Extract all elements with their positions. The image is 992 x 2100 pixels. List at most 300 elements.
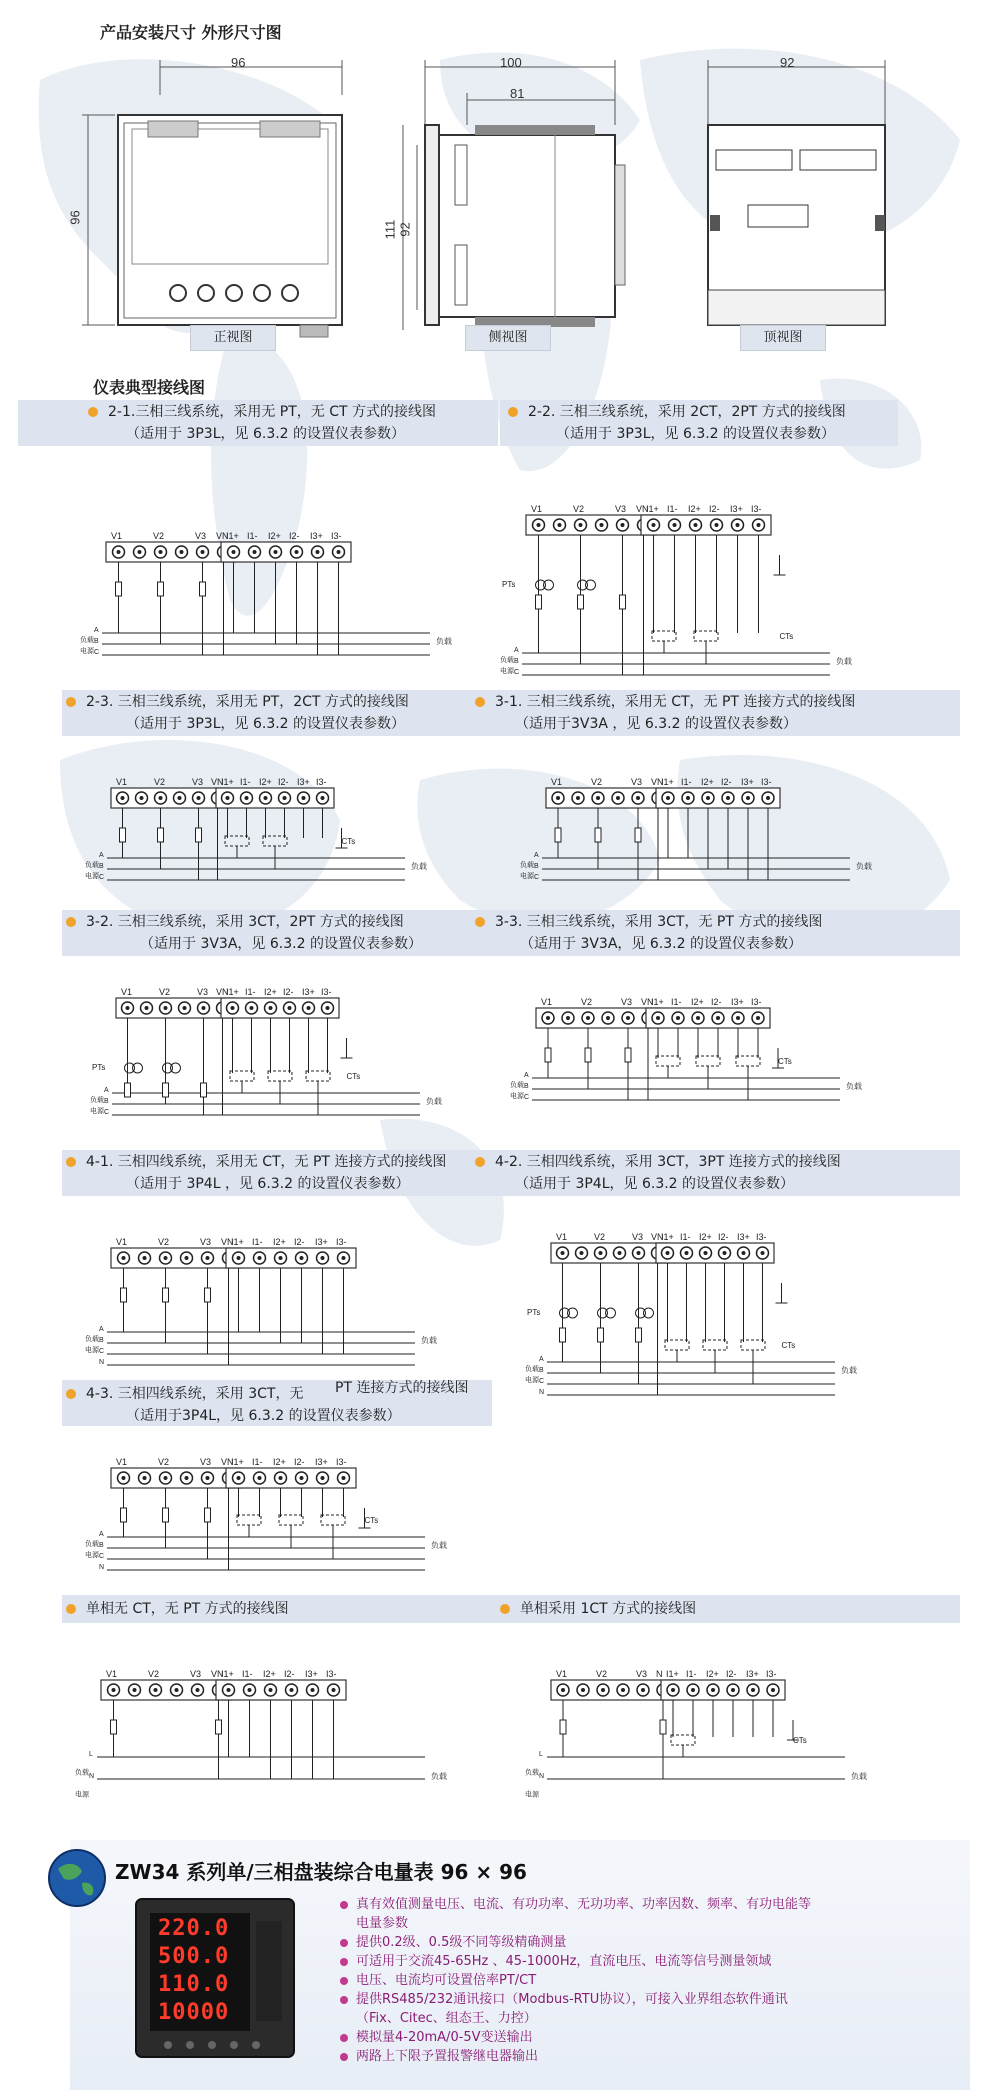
terminal-screw-icon — [696, 1016, 700, 1020]
terminal-screw-icon — [561, 1251, 565, 1255]
terminal-label: I2- — [294, 1237, 305, 1247]
wiring-diagram-4-3 — [85, 1450, 475, 1585]
terminal-label: I2- — [294, 1457, 305, 1467]
terminal-label: I2- — [711, 997, 722, 1007]
terminal-label: VN — [641, 997, 654, 1007]
terminal-label: A — [534, 852, 539, 859]
terminal-label: I3+ — [315, 1237, 328, 1247]
load-label: 负载 — [846, 1082, 862, 1091]
terminal-block — [221, 542, 351, 562]
product-feature: 两路上下限予置报警继电器输出 — [340, 2048, 538, 2066]
terminal-screw-icon — [637, 1251, 641, 1255]
terminal-label: B — [99, 1542, 104, 1549]
terminal-label: I1- — [247, 531, 258, 541]
terminal-label: V2 — [148, 1669, 160, 1679]
terminal-label: B — [539, 1367, 544, 1374]
wiring-diagram-3-1 — [520, 770, 900, 895]
terminal-screw-icon — [202, 1006, 206, 1010]
terminal-screw-icon — [164, 1476, 168, 1480]
wiring-diagram-single-1 — [75, 1660, 475, 1805]
terminal-screw-icon — [342, 1256, 346, 1260]
terminal-screw-icon — [140, 796, 144, 800]
fuse-icon — [120, 828, 126, 842]
feature-bullet-icon — [340, 1977, 348, 1985]
terminal-screw-icon — [556, 796, 560, 800]
terminal-label: I1+ — [646, 504, 659, 514]
terminal-screw-icon — [606, 1016, 610, 1020]
terminal-label: V1 — [121, 987, 133, 997]
terminal-screw-icon — [133, 1688, 137, 1692]
ct-transformer-icon — [694, 631, 718, 641]
fuse-icon — [121, 1508, 127, 1522]
terminal-label: I1+ — [226, 987, 239, 997]
terminal-screw-icon — [342, 1476, 346, 1480]
caption-4-1-note: （适用于 3P4L ，见 6.3.2 的设置仪表参数） — [126, 1176, 410, 1192]
terminal-label: I1- — [686, 1669, 697, 1679]
source-label: 电源 — [500, 667, 514, 675]
terminal-label: C — [539, 1378, 545, 1385]
fuse-icon — [116, 582, 122, 596]
load-label: 负载 — [510, 1081, 524, 1089]
terminal-label: V1 — [556, 1669, 568, 1679]
caption-3-3: 3-3. 三相三线系统，采用 3CT，无 PT 方式的接线图 — [475, 912, 822, 932]
terminal-block — [526, 515, 656, 535]
product-feature: 电压、电流均可设置倍率PT/CT — [340, 1972, 536, 1990]
terminal-screw-icon — [580, 1251, 584, 1255]
load-label: 负载 — [431, 1541, 447, 1550]
terminal-screw-icon — [245, 796, 249, 800]
terminal-label: I1+ — [651, 997, 664, 1007]
pts-label: PTs — [92, 1063, 106, 1072]
terminal-label: V2 — [591, 777, 603, 787]
fuse-icon — [595, 828, 601, 842]
terminal-screw-icon — [626, 1016, 630, 1020]
terminal-screw-icon — [716, 1016, 720, 1020]
ct-transformer-icon — [665, 1340, 689, 1350]
terminal-label: A — [99, 1531, 104, 1538]
top-width-dimension: 92 — [780, 55, 795, 70]
pts-label: PTs — [527, 1308, 541, 1317]
caption-4-3-tail: PT 连接方式的接线图 — [335, 1380, 469, 1396]
terminal-label: V3 — [195, 531, 207, 541]
caption-3-2-note: （适用于 3V3A，见 6.3.2 的设置仪表参数） — [140, 936, 422, 952]
source-label: 电源 — [85, 872, 99, 880]
terminal-label: I2+ — [264, 987, 277, 997]
terminal-label: I1+ — [231, 1457, 244, 1467]
terminal-screw-icon — [666, 1251, 670, 1255]
terminal-label: I1- — [667, 504, 678, 514]
load-label: 负载 — [85, 861, 99, 869]
terminal-label: I2- — [278, 777, 289, 787]
terminal-label: I3+ — [737, 1232, 750, 1242]
terminal-label: A — [94, 627, 99, 634]
fuse-icon — [555, 828, 561, 842]
load-label: 负载 — [525, 1769, 539, 1777]
load-label: 负载 — [90, 1096, 104, 1104]
terminal-screw-icon — [300, 1476, 304, 1480]
terminal-screw-icon — [201, 550, 205, 554]
source-label: 电源 — [80, 647, 94, 655]
terminal-screw-icon — [621, 523, 625, 527]
bullet-icon — [66, 917, 76, 927]
fuse-icon — [560, 1328, 566, 1342]
terminal-label: L — [539, 1751, 543, 1758]
terminal-label: VN — [651, 777, 664, 787]
terminal-screw-icon — [274, 550, 278, 554]
terminal-screw-icon — [576, 796, 580, 800]
fuse-icon — [560, 1720, 566, 1734]
terminal-screw-icon — [618, 1251, 622, 1255]
caption-2-2-note: （适用于 3P3L，见 6.3.2 的设置仪表参数） — [556, 426, 836, 442]
terminal-screw-icon — [652, 523, 656, 527]
terminal-screw-icon — [122, 1476, 126, 1480]
product-feature: 提供0.2级、0.5级不同等级精确测量 — [340, 1934, 566, 1952]
terminal-label: V1 — [106, 1669, 118, 1679]
terminal-screw-icon — [264, 796, 268, 800]
terminal-screw-icon — [736, 523, 740, 527]
cts-label: CTs — [793, 1736, 807, 1745]
fuse-icon — [163, 1288, 169, 1302]
fuse-icon — [163, 1083, 169, 1097]
top-view-label: 顶视图 — [740, 325, 826, 351]
terminal-screw-icon — [237, 1476, 241, 1480]
terminal-screw-icon — [121, 796, 125, 800]
terminal-label: B — [534, 863, 539, 870]
terminal-label: B — [94, 638, 99, 645]
terminal-label: I3- — [321, 987, 332, 997]
terminal-screw-icon — [746, 796, 750, 800]
feature-bullet-icon — [340, 2034, 348, 2042]
feature-bullet-icon — [340, 1939, 348, 1947]
terminal-label: V3 — [621, 997, 633, 1007]
globe-icon — [44, 1845, 110, 1911]
caption-3-1-note: （适用于3V3A ，见 6.3.2 的设置仪表参数） — [515, 716, 797, 732]
terminal-screw-icon — [183, 1006, 187, 1010]
terminal-screw-icon — [666, 796, 670, 800]
terminal-label: VN — [221, 1457, 234, 1467]
terminal-label: VN — [216, 987, 229, 997]
terminal-label: V3 — [632, 1232, 644, 1242]
terminal-screw-icon — [566, 1016, 570, 1020]
terminal-screw-icon — [159, 796, 163, 800]
terminal-label: I1+ — [666, 1669, 679, 1679]
terminal-screw-icon — [175, 1688, 179, 1692]
terminal-label: I3+ — [746, 1669, 759, 1679]
fuse-icon — [635, 828, 641, 842]
terminal-screw-icon — [601, 1688, 605, 1692]
ct-transformer-icon — [230, 1071, 254, 1081]
terminal-label: I1+ — [231, 1237, 244, 1247]
top-view-drawing — [690, 55, 900, 340]
fuse-icon — [205, 1508, 211, 1522]
terminal-label: I2+ — [263, 1669, 276, 1679]
wiring-diagram-2-1 — [80, 520, 480, 670]
terminal-label: I3- — [316, 777, 327, 787]
fuse-icon — [660, 1720, 666, 1734]
wiring-diagram-2-2 — [500, 495, 880, 690]
ct-transformer-icon — [268, 1071, 292, 1081]
terminal-label: V1 — [531, 504, 543, 514]
terminal-screw-icon — [290, 1688, 294, 1692]
caption-4-2-note: （适用于 3P4L，见 6.3.2 的设置仪表参数） — [515, 1176, 795, 1192]
meter-reading: 220.0 — [158, 1916, 230, 1941]
terminal-screw-icon — [143, 1256, 147, 1260]
bullet-icon — [66, 697, 76, 707]
terminal-screw-icon — [283, 796, 287, 800]
terminal-screw-icon — [206, 1476, 210, 1480]
side-inner-height: 92 — [397, 222, 413, 237]
terminal-label: I3- — [751, 997, 762, 1007]
caption-4-3: 4-3. 三相四线系统，采用 3CT，无 — [66, 1384, 303, 1404]
meter-reading: 10000 — [158, 2000, 230, 2025]
terminal-label: V2 — [154, 777, 166, 787]
terminal-screw-icon — [300, 1256, 304, 1260]
terminal-screw-icon — [726, 796, 730, 800]
terminal-label: I1+ — [661, 777, 674, 787]
terminal-screw-icon — [715, 523, 719, 527]
terminal-screw-icon — [237, 1256, 241, 1260]
cts-label: CTs — [341, 837, 356, 846]
terminal-label: V3 — [197, 987, 209, 997]
ct-transformer-icon — [279, 1515, 303, 1525]
terminal-label: I1+ — [221, 777, 234, 787]
source-label: 电源 — [525, 1376, 539, 1384]
terminal-label: I3+ — [302, 987, 315, 997]
fuse-icon — [121, 1288, 127, 1302]
caption-2-3-note: （适用于 3P3L，见 6.3.2 的设置仪表参数） — [126, 716, 406, 732]
caption-single-2: 单相采用 1CT 方式的接线图 — [500, 1599, 696, 1619]
meter-display — [158, 1915, 254, 2027]
fuse-icon — [585, 1048, 591, 1062]
bullet-icon — [475, 697, 485, 707]
terminal-label: V1 — [541, 997, 553, 1007]
wiring-diagram-2-3 — [85, 770, 455, 895]
terminal-screw-icon — [185, 1476, 189, 1480]
product-title: ZW34 系列单/三相盘装综合电量表 96 × 96 — [115, 1860, 527, 1884]
source-label: 电源 — [525, 1791, 539, 1799]
terminal-label: V1 — [551, 777, 563, 787]
bullet-icon — [66, 1157, 76, 1167]
caption-single-1: 单相无 CT，无 PT 方式的接线图 — [66, 1599, 289, 1619]
terminal-screw-icon — [321, 796, 325, 800]
terminal-label: I3- — [336, 1457, 347, 1467]
ct-transformer-icon — [652, 631, 676, 641]
source-label: 电源 — [90, 1107, 104, 1115]
terminal-screw-icon — [250, 1006, 254, 1010]
cts-label: CTs — [778, 1057, 792, 1066]
terminal-label: I2- — [284, 1669, 295, 1679]
terminal-screw-icon — [581, 1688, 585, 1692]
source-label: 电源 — [520, 872, 534, 880]
ct-transformer-icon — [741, 1340, 765, 1350]
terminal-screw-icon — [269, 1006, 273, 1010]
terminal-label: V3 — [190, 1669, 202, 1679]
terminal-screw-icon — [279, 1476, 283, 1480]
terminal-screw-icon — [159, 550, 163, 554]
fuse-icon — [158, 582, 164, 596]
terminal-label: I1- — [242, 1669, 253, 1679]
terminal-label: C — [99, 1348, 105, 1355]
terminal-label: V2 — [596, 1669, 608, 1679]
terminal-screw-icon — [145, 1006, 149, 1010]
terminal-label: I2+ — [273, 1237, 286, 1247]
terminal-label: I2+ — [699, 1232, 712, 1242]
terminal-screw-icon — [197, 796, 201, 800]
terminal-label: N — [656, 1669, 663, 1679]
terminal-label: I2+ — [273, 1457, 286, 1467]
fuse-icon — [536, 595, 542, 609]
terminal-label: A — [514, 647, 519, 654]
terminal-label: I1+ — [661, 1232, 674, 1242]
terminal-screw-icon — [258, 1476, 262, 1480]
ct-transformer-icon — [736, 1056, 760, 1066]
terminal-label: I2+ — [259, 777, 272, 787]
terminal-screw-icon — [227, 1688, 231, 1692]
bullet-icon — [66, 1604, 76, 1614]
terminal-screw-icon — [302, 796, 306, 800]
feature-bullet-icon — [340, 1901, 348, 1909]
feature-bullet-icon — [340, 2053, 348, 2061]
terminal-screw-icon — [164, 1256, 168, 1260]
fuse-icon — [636, 1328, 642, 1342]
bullet-icon — [88, 407, 98, 417]
feature-bullet-icon — [340, 1958, 348, 1966]
meter-reading: 500.0 — [158, 1944, 230, 1969]
terminal-screw-icon — [295, 550, 299, 554]
terminal-screw-icon — [253, 550, 257, 554]
load-label: 负载 — [85, 1335, 99, 1343]
terminal-screw-icon — [761, 1251, 765, 1255]
terminal-label: I3- — [751, 504, 762, 514]
terminal-label: I3- — [331, 531, 342, 541]
terminal-screw-icon — [616, 796, 620, 800]
terminal-label: V2 — [158, 1457, 170, 1467]
terminal-label: I2+ — [268, 531, 281, 541]
dimensions-section-title: 产品安装尺寸 外形尺寸图 — [100, 23, 282, 42]
load-label: 负载 — [431, 1772, 447, 1781]
cts-label: CTs — [779, 632, 794, 641]
wiring-diagram-3-2 — [90, 980, 470, 1130]
terminal-label: A — [99, 1326, 104, 1333]
terminal-label: I1- — [252, 1237, 263, 1247]
load-label: 负载 — [80, 636, 94, 644]
terminal-screw-icon — [138, 550, 142, 554]
cts-label: CTs — [364, 1516, 379, 1525]
side-depth-total: 100 — [500, 55, 522, 70]
terminal-label: VN — [651, 1232, 664, 1242]
load-label: 负载 — [856, 862, 872, 871]
terminal-label: I2- — [289, 531, 300, 541]
terminal-block — [641, 515, 771, 535]
terminal-screw-icon — [586, 1016, 590, 1020]
terminal-label: V2 — [158, 1237, 170, 1247]
caption-4-1: 4-1. 三相四线系统，采用无 CT，无 PT 连接方式的接线图 — [66, 1152, 446, 1172]
terminal-label: V2 — [581, 997, 593, 1007]
terminal-label: I3- — [756, 1232, 767, 1242]
fuse-icon — [625, 1048, 631, 1062]
terminal-label: A — [539, 1356, 544, 1363]
load-label: 负载 — [500, 656, 514, 664]
product-feature: 模拟量4-20mA/0-5V变送输出 — [340, 2029, 533, 2047]
ct-transformer-icon — [225, 836, 249, 846]
terminal-block — [216, 1680, 346, 1700]
load-label: 负载 — [851, 1772, 867, 1781]
terminal-label: C — [99, 874, 105, 881]
terminal-label: N — [99, 1564, 105, 1571]
fuse-icon — [111, 1720, 117, 1734]
terminal-screw-icon — [196, 1688, 200, 1692]
wiring-diagram-4-2 — [525, 1225, 885, 1410]
caption-3-3-note: （适用于 3V3A，见 6.3.2 的设置仪表参数） — [520, 936, 802, 952]
terminal-block — [111, 1468, 241, 1488]
caption-2-3: 2-3. 三相三线系统，采用无 PT，2CT 方式的接线图 — [66, 692, 409, 712]
bullet-icon — [475, 917, 485, 927]
terminal-label: A — [524, 1072, 529, 1079]
side-view-drawing — [395, 55, 655, 340]
terminal-screw-icon — [600, 523, 604, 527]
terminal-screw-icon — [288, 1006, 292, 1010]
terminal-screw-icon — [231, 1006, 235, 1010]
terminal-screw-icon — [756, 1016, 760, 1020]
terminal-label: I3+ — [305, 1669, 318, 1679]
terminal-label: I3- — [766, 1669, 777, 1679]
terminal-screw-icon — [546, 1016, 550, 1020]
feature-bullet-icon — [340, 1996, 348, 2004]
terminal-label: A — [104, 1087, 109, 1094]
terminal-screw-icon — [691, 1688, 695, 1692]
terminal-label: I1+ — [226, 531, 239, 541]
ct-transformer-icon — [237, 1515, 261, 1525]
terminal-label: C — [94, 649, 100, 656]
terminal-block — [101, 1680, 231, 1700]
terminal-label: V1 — [116, 1237, 128, 1247]
terminal-block — [226, 1248, 356, 1268]
caption-2-1: 2-1.三相三线系统，采用无 PT，无 CT 方式的接线图 — [88, 402, 436, 422]
wiring-diagram-4-1 — [85, 1230, 465, 1380]
terminal-screw-icon — [143, 1476, 147, 1480]
load-label: 负载 — [426, 1097, 442, 1106]
cts-label: CTs — [781, 1341, 796, 1350]
terminal-label: I1+ — [221, 1669, 234, 1679]
terminal-label: I1- — [240, 777, 251, 787]
terminal-block — [111, 1248, 241, 1268]
terminal-label: V3 — [200, 1457, 212, 1467]
fuse-icon — [598, 1328, 604, 1342]
terminal-screw-icon — [112, 1688, 116, 1692]
terminal-screw-icon — [337, 550, 341, 554]
product-feature: 真有效值测量电压、电流、有功功率、无功功率、功率因数、频率、有功电能等 — [340, 1896, 811, 1914]
product-feature: （Fix、Citec、组态王、力控） — [356, 2011, 537, 2026]
terminal-screw-icon — [321, 1476, 325, 1480]
terminal-label: I1- — [681, 777, 692, 787]
terminal-label: C — [104, 1109, 110, 1116]
front-width-dimension: 96 — [231, 55, 246, 70]
load-label: 负载 — [85, 1540, 99, 1548]
terminal-screw-icon — [685, 1251, 689, 1255]
terminal-screw-icon — [279, 1256, 283, 1260]
terminal-label: I1- — [671, 997, 682, 1007]
terminal-screw-icon — [656, 1016, 660, 1020]
caption-2-1-note: （适用于 3P3L，见 6.3.2 的设置仪表参数） — [126, 426, 406, 442]
ct-transformer-icon — [263, 836, 287, 846]
terminal-screw-icon — [537, 523, 541, 527]
terminal-label: C — [524, 1094, 530, 1101]
side-outer-height: 111 — [382, 219, 398, 240]
terminal-screw-icon — [757, 523, 761, 527]
bullet-icon — [66, 1389, 76, 1399]
terminal-label: V2 — [594, 1232, 606, 1242]
terminal-label: I1- — [680, 1232, 691, 1242]
